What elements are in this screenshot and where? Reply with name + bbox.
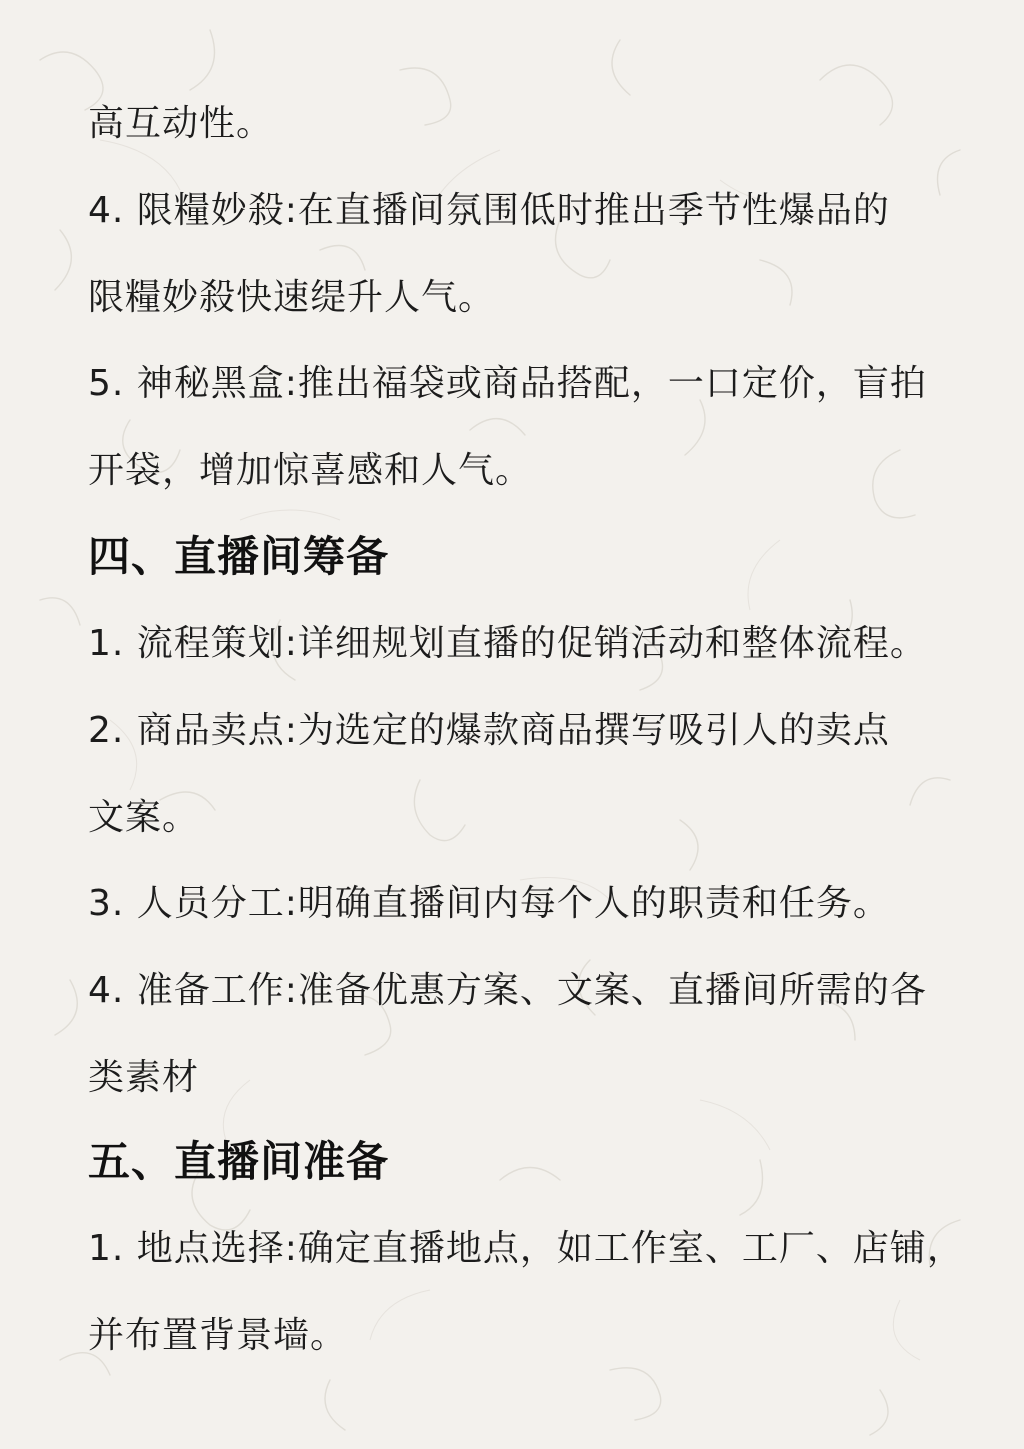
paragraph-line: 类素材 — [88, 1057, 200, 1098]
paragraph-line: 高互动性。 — [88, 103, 274, 144]
section-heading: 五、直播间准备 — [88, 1137, 390, 1186]
list-item-line: 5. 神秘黑盒:推出福袋或商品搭配，一口定价，盲拍 — [88, 363, 927, 404]
paragraph-line: 文案。 — [88, 797, 200, 838]
paragraph-line: 开袋，增加惊喜感和人气。 — [88, 450, 533, 491]
list-item-line: 2. 商品卖点:为选定的爆款商品撰写吸引人的卖点 — [88, 710, 890, 751]
list-item-line: 1. 流程策划:详细规划直播的促销活动和整体流程。 — [88, 623, 927, 664]
list-item-line: 1. 地点选择:确定直播地点，如工作室、工厂、店铺， — [88, 1228, 964, 1269]
list-item-line: 4. 限糧妙殺:在直播间氛围低时推出季节性爆品的 — [88, 190, 890, 231]
section-heading: 四、直播间筹备 — [88, 532, 390, 581]
list-item-line: 4. 准备工作:准备优惠方案、文案、直播间所需的各 — [88, 970, 927, 1011]
list-item-line: 3. 人员分工:明确直播间内每个人的职责和任务。 — [88, 883, 890, 924]
paragraph-line: 并布置背景墙。 — [88, 1315, 348, 1356]
paragraph-line: 限糧妙殺快速缇升人气。 — [88, 277, 496, 318]
